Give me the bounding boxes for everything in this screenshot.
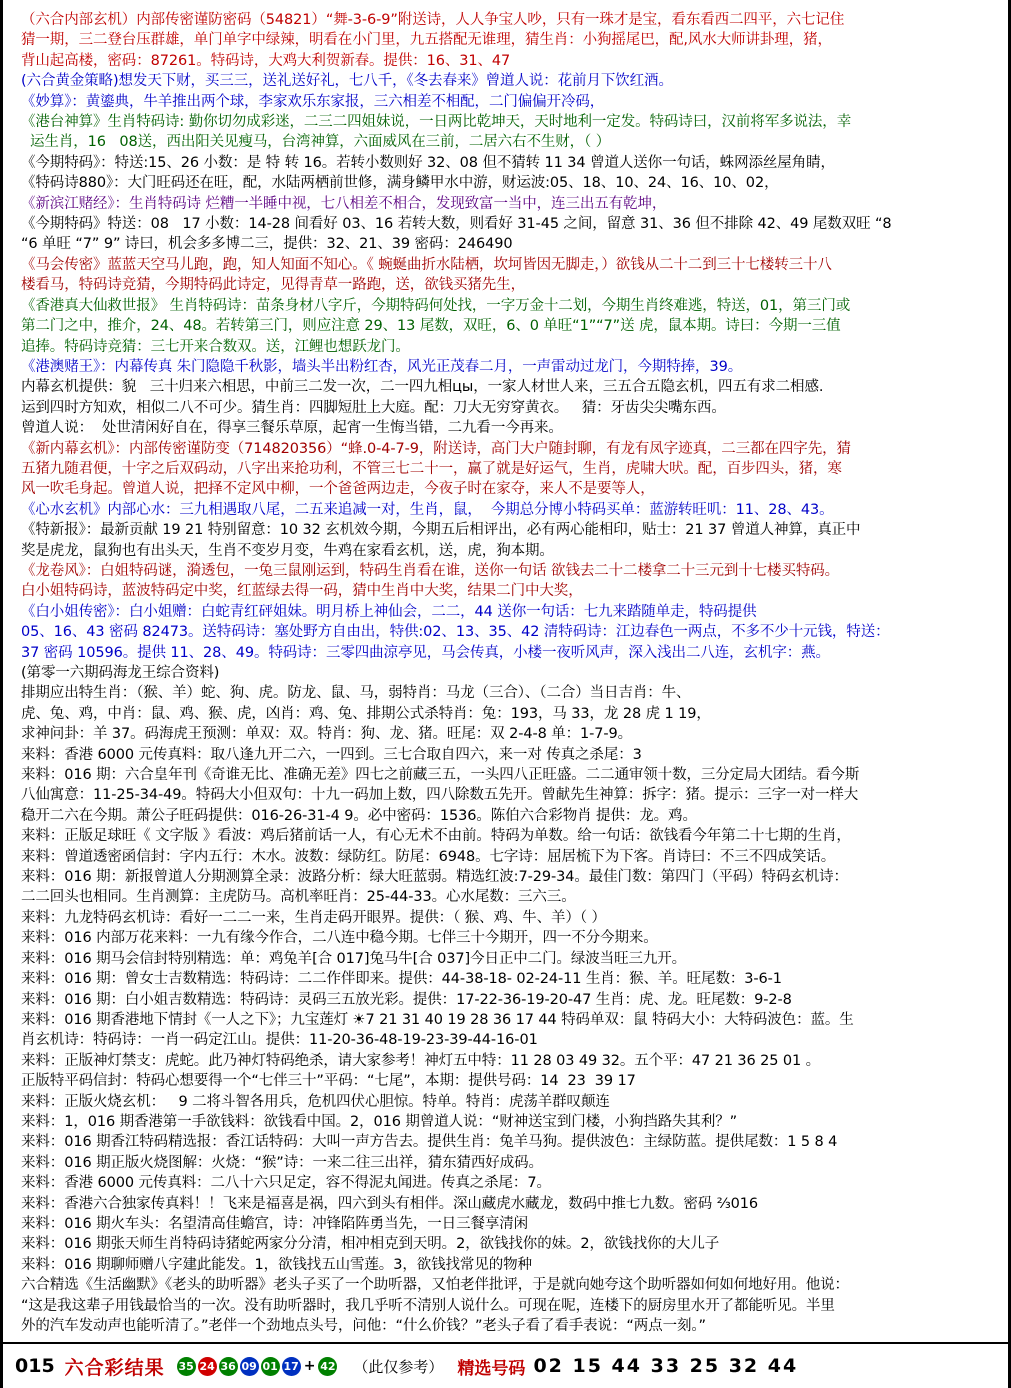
results-footer xyxy=(3,1342,1011,1388)
footer-note: （此仅参考） xyxy=(353,1357,444,1376)
document-line: 来料：正版足球旺《 文字版 》看波：鸡后猪前话一人，有心无术不由前。特码为单数。给一句话：欲钱看今年第二十七期的生肖， xyxy=(21,828,851,845)
document-line: 奖是虎龙，鼠狗也有出头天，生肖不变岁月变，牛鸡在家看玄机，送，虎，狗本期。 xyxy=(21,542,554,559)
document-line: 猜一期，三二登台压群雄，单门单字中绿辣，明看在小门里，九五搭配无谁理，猜生肖：小狗摇尾巴，配,风水大师讲卦理，猪， xyxy=(21,32,832,49)
document-line: 运生肖，16 08送，西出阳关见瘦马，台湾神算，六面威风在三前，二居六右不生财，（ ） xyxy=(21,134,611,151)
document-line: 风一吹毛身起。曾道人说，把择不定风中柳，一个爸爸两边走，今夜子时在家夺，来人不是要等人， xyxy=(21,481,655,498)
document-line: 求神问卦：羊 37。码海虎王预测：单双：双。特肖：狗、龙、猪。旺尾：双 2-4-8 单：1-7-9。 xyxy=(21,726,633,743)
document-line: 《香港真大仙救世报》 生肖特码诗：苗条身材八字斤，今期特码何处找，一字万金十二划，今期生肖终难逃，特送，01，第三门或 xyxy=(21,297,851,314)
document-line: 追捧。特码诗竞猜：三七开来合数双。送，江鲤也想跃龙门。 xyxy=(21,338,410,355)
draw-ball: 09 xyxy=(240,1357,259,1376)
document-line: 稳开二六在今期。萧公子旺码提供：016-26-31-4 9。必中密码：1536。陈伯六合彩物肖 提供：龙。鸡。 xyxy=(21,807,697,824)
document-line: 来料：016 期正版火烧图解：火烧：“猴”诗：一来二往三出祥，猜东猜西好成码。 xyxy=(21,1154,543,1171)
document-body xyxy=(3,0,1008,1336)
document-line: 来料：016 期：新报曾道人分期测算全录：波路分析：绿大旺蓝弱。精选红波:7-29-34。最佳门数：第四门（平码）特码玄机诗： xyxy=(21,869,848,886)
document-line: 来料：香港 6000 元传真料：取八逢九开二六，一四到。三七合取自四六，来一对 传真之杀尾：3 xyxy=(21,746,642,763)
document-line: 《港台神算》生肖特码诗: 勤你切勿成彩迷，二三二四姐妹说，一日两比乾坤天，天时地利一定发。特码诗曰，汉前将军多说法，幸 xyxy=(21,114,852,131)
document-line: 《妙算》：黄鎏典，牛羊推出两个球，李家欢乐东家报，三六相差不相配，二门偏偏开冷码， xyxy=(21,93,605,110)
document-line: 内幕玄机提供：貌 三十归来六相思，中前三二发一次，二一四九相цы，一家人材世人来，三五合五隐玄机，四五有求二相感. xyxy=(21,379,824,396)
document-line: 《特码诗880》：大门旺码还在旺，配，水陆两栖前世修，满身鳞甲水中游，财运波:05、18、10、24、16、10、02， xyxy=(21,175,779,192)
draw-balls xyxy=(177,1357,338,1376)
document-line: 来料：016 期：曾女士吉数精选：特码诗：二二作伴即来。提供：44-38-18- 02-24-11 生肖：猴、羊。旺尾数：3-6-1 xyxy=(21,971,782,988)
issue-number: 015 xyxy=(15,1355,55,1377)
document-line: 第二门之中，推介，24、48。若转第三门，则应注意 29、13 尾数，双旺，6、0 单旺“1”“7”送 虎，鼠本期。诗曰：今期一三值 xyxy=(21,318,841,335)
plus-sign: + xyxy=(303,1358,316,1374)
document-line: 来料：正版火烧玄机： 9 二将斗智各用兵，危机四伏心胆惊。特单。特肖：虎荡羊群叹颠连 xyxy=(21,1093,610,1110)
document-line: 37 密码 10596。提供 11、28、49。特码诗：三零四曲涼亭见，马会传真，小楼一夜听风声，深入浅出二八连，玄机字：燕。 xyxy=(21,644,830,661)
document-line: 运到四时方知欢，相似二八不可少。猜生肖：四脚短肚上大庭。配：刀大无穷穿黄衣。 猜：牙齿尖尖嘴东西。 xyxy=(21,399,726,416)
draw-ball: 36 xyxy=(219,1357,238,1376)
document-line: 来料：香港 6000 元传真料：二八十六只足定，容不得泥丸闻进。传真之杀尾：7。 xyxy=(21,1175,551,1192)
document-line: 来料：016 期聊师赠八字建此能发。1，欲钱找五山雪莲。3，欲钱找常见的物种 xyxy=(21,1256,532,1273)
document-line: 《港澳赌王》：内幕传真 朱门隐隐千秋影，墙头半出粉红杏，风光正茂春二月，一声雷动过龙门，今期特捧，39。 xyxy=(21,358,743,375)
document-line: 白小姐特码诗，蓝波特码定中奖，红蓝绿去得一码，猜中生肖中大奖，结果二门中大奖， xyxy=(21,583,583,600)
document-line: 来料：016 期张天师生肖特码诗猪蛇两家分分清，相冲相克到天明。2，欲钱找你的妹。2，欲钱找你的大儿子 xyxy=(21,1236,720,1253)
document-line: 八仙寓意：11-25-34-49。特码大小但双句：十九一码加上数，四八除数五先开。曾献先生神算：拆字：猪。提示：三字一对一样大 xyxy=(21,787,859,804)
document-line: “6 单旺 “7” 9” 诗曰，机会多多博二三，提供：32、21、39 密码：246490 xyxy=(21,236,513,253)
document-line: 来料：香港六合独家传真料！！飞来是福喜是祸，四六到头有相伴。深山藏虎水藏龙，数码中推七九数。密码 ⅔016 xyxy=(21,1195,759,1212)
document-line: 《马会传密》蓝蓝天空马儿跑，跑，知人知面不知心。《 蜿蜒曲折水陆栖，坎坷皆因无脚走，）欲钱从二十二到三十七楼转三十八 xyxy=(21,256,832,273)
document-line: 六合精选《生活幽默》《老头的助听器》老头子买了一个助听器，又怕老伴批评，于是就向她夸这个助听器如何如何地好用。他说： xyxy=(21,1277,849,1294)
document-line: 《特新报》：最新贡献 19 21 特别留意：10 32 玄机效今期，今期五后相评出，必有两心能相印，贴士：21 37 曾道人神算，真正中 xyxy=(21,522,861,539)
document-line: 排期应出特生肖：（猴、羊）蛇、狗、虎。防龙、鼠、马，弱特肖：马龙（三合）、（二合）当日吉肖：牛、 xyxy=(21,685,691,702)
document-line: 《新滨江赌经》：生肖特码诗 烂糟一半睡中视，七八相差不相合，发现致富一当中，连三出五有乾坤， xyxy=(21,195,667,212)
document-line: 楼看马，特码诗竞猜，今期特码此诗定，见得青草一路跑，送，欲钱买猪先生， xyxy=(21,277,525,294)
document-line: “这是我这辈子用钱最恰当的一次。没有助听器时，我几乎听不清别人说什么。可现在呢，连楼下的厨房里水开了都能听见。半里 xyxy=(21,1297,835,1314)
document-line: (六合黄金策略)想发天下财，买三三，送礼送好礼，七八千，《冬去春来》曾道人说：花前月下饮红酒。 xyxy=(21,73,673,90)
document-line: 来料：正版神灯禁支：虎蛇。此乃神灯特码绝杀，请大家参考！神灯五中特：11 28 03 49 32。五个平：47 21 36 25 01 。 xyxy=(21,1052,821,1069)
document-line: 来料：1，016 期香港第一手欲钱料：欲钱看中国。2，016 期曾道人说：“财神送宝到门楼，小狗挡路失其利？” xyxy=(21,1113,738,1130)
draw-ball: 42 xyxy=(318,1357,337,1376)
document-line: 《心水玄机》内部心水：三九相遇取八尾，二五来追减一对，生肖，鼠， 今期总分博小特码买单：蓝游转旺叽：11、28、43。 xyxy=(21,501,834,518)
draw-ball: 35 xyxy=(177,1357,196,1376)
document-line: 外的汽车发动声也能听清了。”老伴一个劲地点头号，问他：“什么价钱？”老头子看了看手表说：“两点一刻。” xyxy=(21,1318,706,1334)
pick-numbers: 02 15 44 33 25 32 44 xyxy=(533,1355,799,1377)
document-line: 来料：九龙特码玄机诗：看好一二二一来，生肖走码开眼界。提供：（ 猴、鸡、牛、羊）（ ） xyxy=(21,909,606,926)
document-line: 来料：016 期马会信封特别精选：单：鸡兔羊[合 017]兔马牛[合 037]今日正中二门。绿波当旺三九开。 xyxy=(21,950,687,967)
document-line: 来料：016 期：白小姐吉数精选：特码诗：灵码三五放光彩。提供：17-22-36-19-20-47 生肖：虎、龙。旺尾数：9-2-8 xyxy=(21,991,792,1008)
document-line: 《白小姐传密》：白小姐赠：白蛇青红砰姐妹。明月桥上神仙会，二二，44 送你一句话：七九来踏随单走，特码提供 xyxy=(21,603,757,620)
document-line: 来料：016 期香港地下情封《一人之下》；九宝莲灯 ☀7 21 31 40 19 28 36 17 44 特码单双：鼠 特码大小：大特码波色：蓝。生 xyxy=(21,1011,854,1028)
document-line: 来料：曾道透密函信封：字内五行：木水。波数：绿防红。防尾：6948。七字诗：屈居梳下为下客。肖诗曰：不三不四成笑话。 xyxy=(21,848,836,865)
document-line: 来料：016 内部万花来料：一九有缘今作合，二八连中稳今期。七伴三十今期开，四一不分今期来。 xyxy=(21,930,658,947)
document-line: 背山起高楼，密码：87261。特码诗，大鸡大利贺新春。提供：16、31、47 xyxy=(21,52,511,69)
document-line: 二二回头也相同。生肖测算：主虎防马。高机率旺肖：25-44-33。心水尾数：三六三。 xyxy=(21,889,576,906)
document-line: 《今期特码》特送：08 17 小数：14-28 间看好 03、16 若转大数，则看好 31-45 之间，留意 31、36 但不排除 42、49 尾数双旺 “8 xyxy=(21,216,892,233)
document-line: 五猪九随君便，十字之后双码动，八字出来抢功利，不管三七二十一，赢了就是好运气，生肖，虎啸大吠。配，百步四头，猪，寒 xyxy=(21,460,842,477)
document-line: 来料：016 期火车头：名望清高佳蟾宫，诗：冲锋陷阵勇当先，一日三餐享清闲 xyxy=(21,1215,529,1232)
document-line: 《新内幕玄机》：内部传密谨防变（714820356）“蜂.0-4-7-9，附送诗，高门大户随封聊，有龙有凤字迹真，二三都在四字先，猜 xyxy=(21,440,851,457)
document-line: 肖玄机诗：特码诗：一肖一码定江山。提供：11-20-36-48-19-23-39-44-16-01 xyxy=(21,1032,538,1049)
document-line: 来料：016 期香江特码精选报：香江话特码：大叫一声方告去。提供生肖：兔羊马狗。提供波色：主绿防蓝。提供尾数：1 5 8 4 xyxy=(21,1134,838,1151)
pick-label: 精选号码 xyxy=(457,1358,526,1379)
document-line: （六合内部玄机）内部传密谨防密码（54821）“舞-3-6-9”附送诗，人人争宝人吵，只有一珠才是宝，看东看西二四平，六七记住 xyxy=(21,12,845,28)
footer-title: 六合彩结果 xyxy=(64,1356,165,1379)
document-line: 05、16、43 密码 82473。送特码诗：塞处野方自由出，特供:02、13、35、42 清特码诗：江边春色一两点，不多不少十元钱，特送： xyxy=(21,624,890,641)
draw-ball: 01 xyxy=(261,1357,280,1376)
document-line: (第零一六期码海龙王综合资料) xyxy=(21,665,220,681)
document-line: 曾道人说： 处世清闲好自在，得享三餐乐草原，起宵一生悔当错，二九看一今再来。 xyxy=(21,420,563,437)
document-line: 《龙卷风》：白姐特码谜，漪透包，一兔三鼠刚运到，特码生肖看在谁，送你一句话 欲钱去二十二楼拿二十三元到十七楼买特码。 xyxy=(21,562,840,579)
document-line: 《今期特码》：特送:15、26 小数：是 特 转 16。若转小数则好 32、08 但不猜转 11 34 曾道人送你一句话，蛛网添丝屋角睛， xyxy=(21,154,835,171)
document-line: 虎、兔、鸡，中肖：鼠、鸡、猴、虎，凶肖：鸡、兔、排期公式杀特肖：兔：193，马 33，龙 28 虎 1 19， xyxy=(21,705,711,722)
document-line: 来料：016 期：六合皇年刊《奇谁无比、准确无差》四七之前藏三五，一头四八正旺盛。二二通审领十数，三分定局大团结。看今斯 xyxy=(21,767,860,784)
draw-ball: 24 xyxy=(198,1357,217,1376)
draw-ball: 17 xyxy=(282,1357,301,1376)
document-line: 正版特平码信封：特码心想要得一个“七伴三十”平码：“七尾”，本期：提供号码：14 23 39 17 xyxy=(21,1073,636,1090)
